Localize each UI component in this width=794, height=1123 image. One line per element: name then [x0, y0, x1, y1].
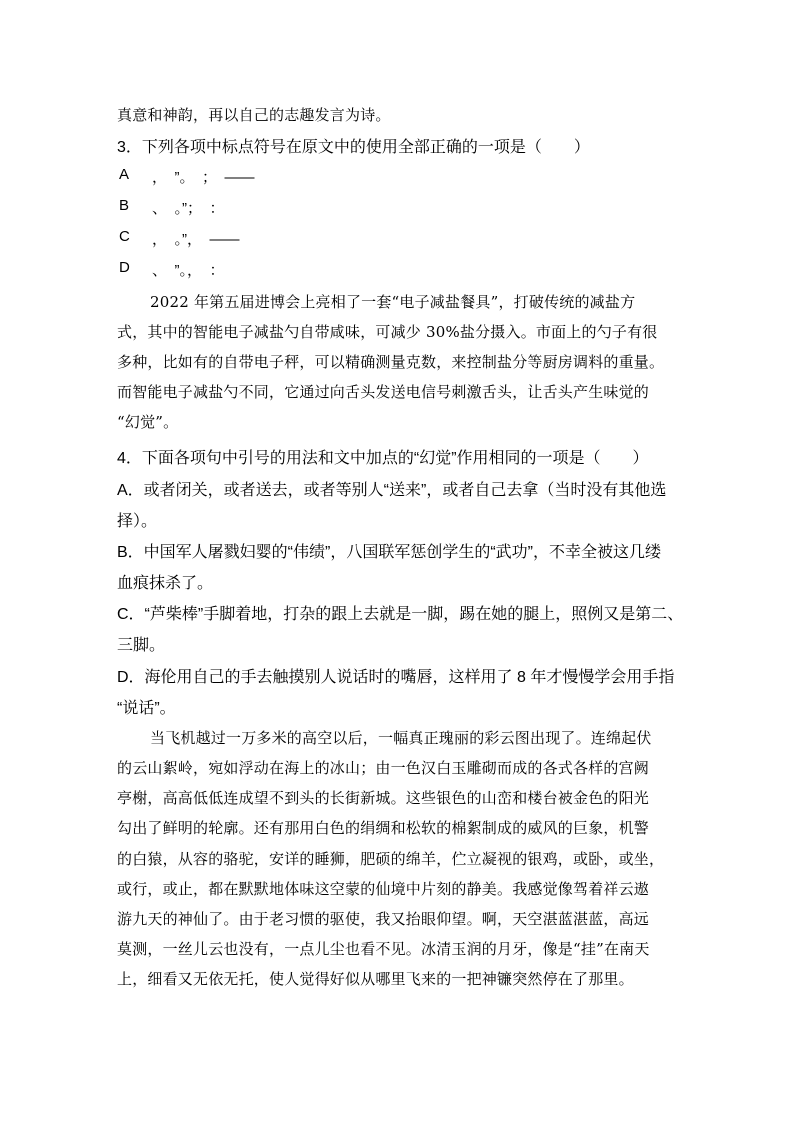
question-3-stem: 3．下列各项中标点符号在原文中的使用全部正确的一项是（ ） [117, 139, 590, 156]
option-marks: ， 。”， —— [152, 231, 240, 248]
passage3-line: 勾出了鲜明的轮廓。还有那用白色的绢绸和松软的棉絮制成的威风的巨象，机警 [117, 819, 650, 837]
passage2-line: 而智能电子减盐勺不同，它通过向舌头发送电信号刺激舌头，让舌头产生味觉的 [117, 383, 650, 401]
passage1-tail-line: 真意和神韵，再以自己的志趣发言为诗。 [117, 106, 391, 124]
option-line: 三脚。 [117, 637, 166, 654]
option-line: B．中国军人屠戮妇婴的“伟绩”，八国联军惩创学生的“武功”，不幸全被这几缕 [117, 544, 661, 561]
passage3-line: 的云山絮岭，宛如浮动在海上的冰山；由一色汉白玉雕砌而成的各式各样的宫阙 [117, 759, 650, 777]
passage2-line: 2022 年第五届进博会上亮相了一套“电子减盐餐具”，打破传统的减盐方 [150, 293, 636, 311]
option-marks: 、 。”； ： [152, 200, 225, 217]
option-letter: A [119, 166, 130, 183]
option-letter: C [119, 228, 130, 245]
passage3-line: 的白猿，从容的骆驼，安详的睡狮，肥硕的绵羊，伫立凝视的银鸡，或卧，或坐， [117, 850, 665, 868]
option-marks: 、 ”。， ： [152, 262, 225, 279]
option-line: 择）。 [117, 513, 158, 530]
option-line: C．“芦柴棒”手脚着地，打杂的跟上去就是一脚，踢在她的腿上，照例又是第二、 [117, 606, 684, 623]
passage3-line: 上，细看又无依无托，使人觉得好似从哪里飞来的一把神镰突然停在了那里。 [117, 970, 634, 988]
passage2-line: “幻觉”。 [117, 413, 179, 431]
passage3-line: 或行，或止，都在默默地体味这空蒙的仙境中片刻的静美。我感觉像驾着祥云遨 [117, 880, 650, 898]
passage2-line: 式，其中的智能电子减盐勺自带咸味，可减少 30%盐分摄入。市面上的勺子有很 [117, 323, 658, 341]
question-4-stem: 4．下面各项句中引号的用法和文中加点的“幻觉”作用相同的一项是（ ） [117, 450, 649, 467]
option-line: D．海伦用自己的手去触摸别人说话时的嘴唇，这样用了 8 年才慢慢学会用手指 [117, 669, 675, 686]
option-marks: ， ”。 ； —— [152, 169, 255, 186]
option-line: 血痕抹杀了。 [117, 575, 214, 592]
option-line: A．或者闭关，或者送去，或者等别人“送来”，或者自己去拿（当时没有其他选 [117, 482, 667, 499]
passage3-line: 游九天的神仙了。由于老习惯的驱使，我又抬眼仰望。啊，天空湛蓝湛蓝，高远 [117, 910, 650, 928]
option-letter: B [119, 197, 130, 214]
passage2-line: 多种，比如有的自带电子秤，可以精确测量克数，来控制盐分等厨房调料的重量。 [117, 353, 665, 371]
passage3-line: 莫测，一丝儿云也没有，一点儿尘也看不见。冰清玉润的月牙，像是“挂”在南天 [117, 940, 650, 958]
passage3-line: 亭榭，高高低低连成望不到头的长街新城。这些银色的山峦和楼台被金色的阳光 [117, 789, 650, 807]
passage3-line: 当飞机越过一万多米的高空以后，一幅真正瑰丽的彩云图出现了。连绵起伏 [150, 729, 652, 747]
option-letter: D [119, 259, 130, 276]
option-line: “说话”。 [117, 700, 176, 717]
